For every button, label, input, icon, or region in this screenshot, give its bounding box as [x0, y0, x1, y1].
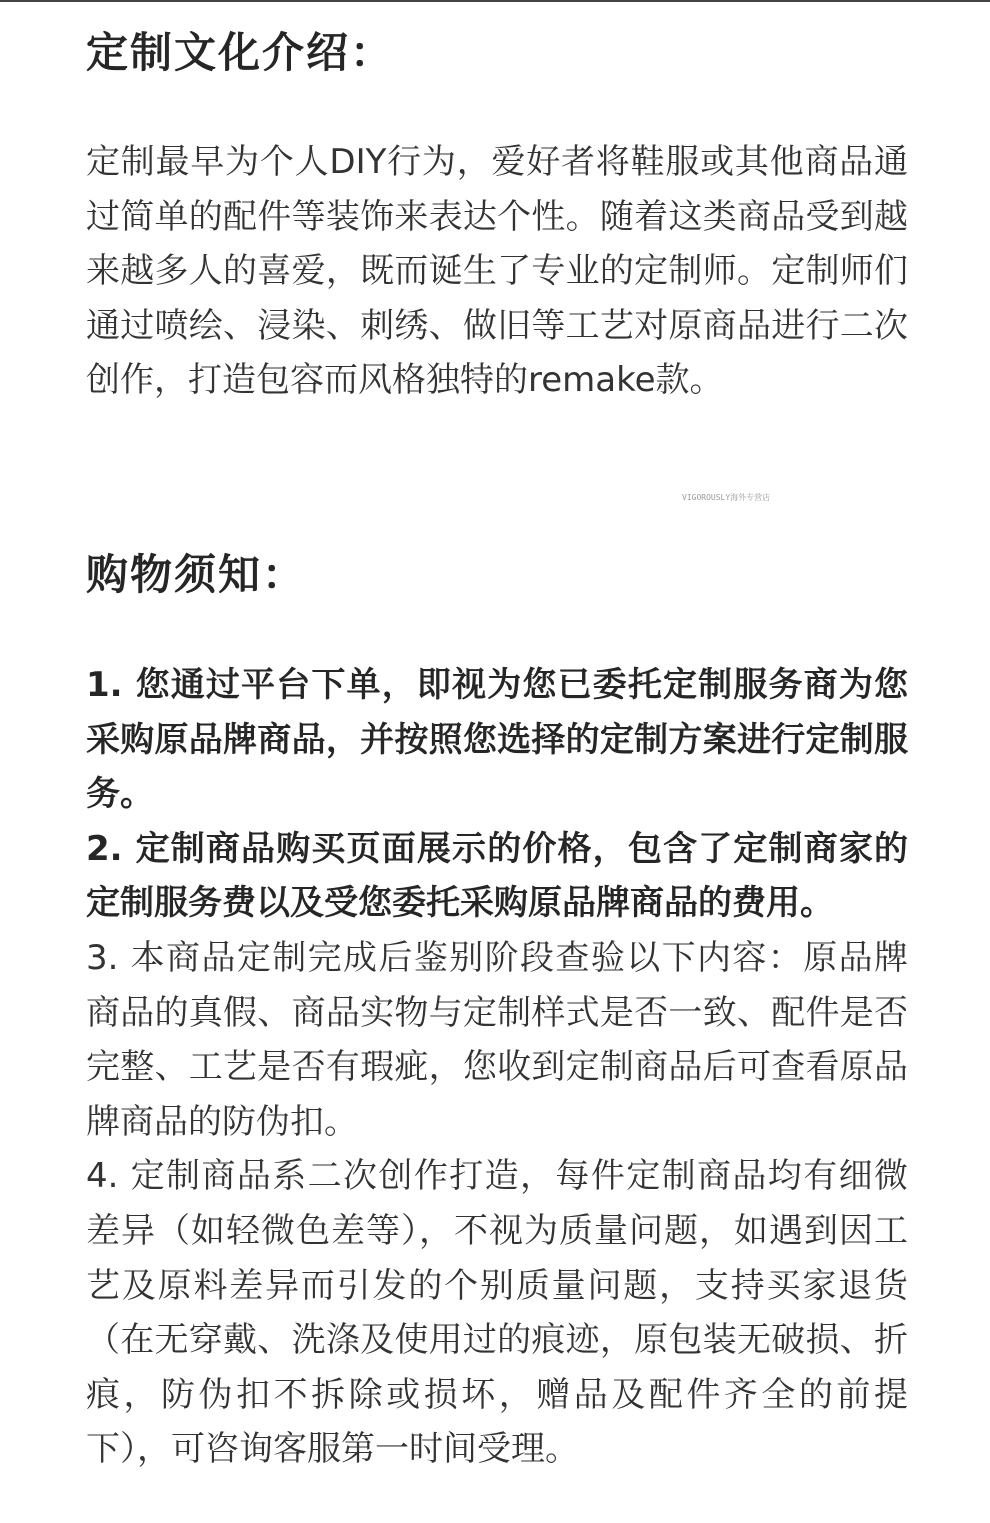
top-divider: [0, 0, 990, 2]
notice-section-title: 购物须知：: [86, 550, 307, 599]
store-watermark: VIGOROUSLY海外专营店: [682, 493, 771, 502]
culture-intro-paragraph: 定制最早为个人DIY行为，爱好者将鞋服或其他商品通过简单的配件等装饰来表达个性。随着这类商品受到越来越多人的喜爱，既而诞生了专业的定制师。定制师们通过喷绘、浸染、刺绣、做旧等工艺对原商品进行二次创作，打造包容而风格独特的remake款。: [86, 142, 908, 401]
notice-item-1: 1. 您通过平台下单，即视为您已委托定制服务商为您采购原品牌商品，并按照您选择的定制方案进行定制服务。: [86, 665, 908, 815]
notice-item-4: 4. 定制商品系二次创作打造，每件定制商品均有细微差异（如轻微色差等），不视为质量问题，如遇到因工艺及原料差异而引发的个别质量问题，支持买家退货（在无穿戴、洗涤及使用过的痕迹，原包装无破损、折痕，防伪扣不拆除或损坏，赠品及配件齐全的前提下），可咨询客服第一时间受理。: [86, 1156, 908, 1470]
notice-item-3: 3. 本商品定制完成后鉴别阶段查验以下内容：原品牌商品的真假、商品实物与定制样式是否一致、配件是否完整、工艺是否有瑕疵，您收到定制商品后可查看原品牌商品的防伪扣。: [86, 937, 908, 1142]
shopping-notice-list: [86, 658, 908, 1477]
culture-section-title: 定制文化介绍：: [86, 28, 395, 77]
notice-item-2: 2. 定制商品购买页面展示的价格，包含了定制商家的定制服务费以及受您委托采购原品牌商品的费用。: [86, 828, 908, 924]
